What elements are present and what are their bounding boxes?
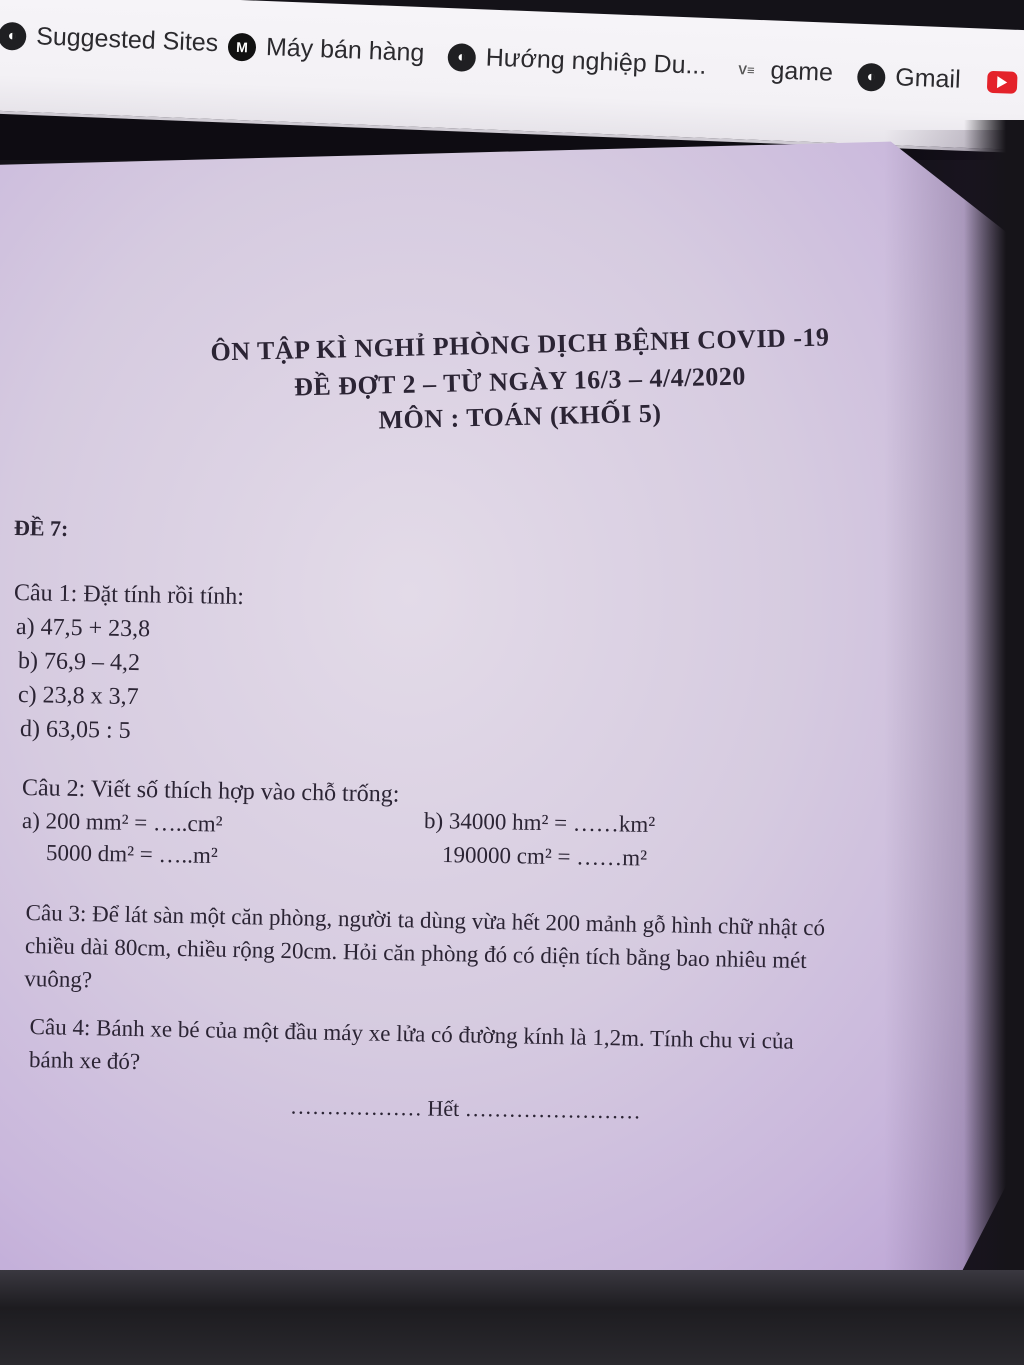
doc-title-line1: ÔN TẬP KÌ NGHỈ PHÒNG DỊCH BỆNH COVID -19 xyxy=(210,322,830,367)
doc-title-line3: MÔN : TOÁN (KHỐI 5) xyxy=(378,398,662,435)
globe-icon: ◐ xyxy=(857,62,886,91)
q2-b1: b) 34000 hm² = ……km² xyxy=(423,808,656,838)
bookmark-label: game xyxy=(769,56,834,87)
q2-heading: Câu 2: Viết số thích hợp vào chỗ trống: xyxy=(21,775,400,808)
q1-item: c) 23,8 x 3,7 xyxy=(17,682,139,711)
q4-line: Câu 4: Bánh xe bé của một đầu máy xe lửa có đường kính là 1,2m. Tính chu vi của xyxy=(29,1013,794,1054)
bookmark-label: Gmail xyxy=(894,63,962,94)
q2-a2: 5000 dm² = …..m² xyxy=(45,840,218,868)
exam-label: ĐỀ 7: xyxy=(13,515,69,541)
q4-line: bánh xe đó? xyxy=(28,1046,141,1075)
end-marker: ……………… Hết …………………… xyxy=(289,1093,641,1124)
q1-item: a) 47,5 + 23,8 xyxy=(15,614,151,643)
q3-line: vuông? xyxy=(24,965,93,993)
bookmark-label: Suggested Sites xyxy=(35,22,219,58)
globe-icon: ◐ xyxy=(447,43,476,72)
bookmark-label: Máy bán hàng xyxy=(265,33,425,68)
q3-line: Câu 3: Để lát sàn một căn phòng, người ta dùng vừa hết 200 mảnh gỗ hình chữ nhật có xyxy=(25,899,826,941)
vieon-icon: V≡ xyxy=(738,62,755,78)
globe-icon: ◐ xyxy=(0,21,27,50)
q2-b2: 190000 cm² = ……m² xyxy=(441,842,648,871)
q1-item: b) 76,9 – 4,2 xyxy=(17,648,141,677)
doc-title-line2: ĐỀ ĐỢT 2 – TỪ NGÀY 16/3 – 4/4/2020 xyxy=(293,361,747,402)
q3-line: chiều dài 80cm, chiều rộng 20cm. Hỏi căn phòng đó có diện tích bằng bao nhiêu mét xyxy=(24,932,807,973)
m-logo-icon: M xyxy=(227,32,256,61)
q4-text xyxy=(29,1010,950,1094)
q3-text xyxy=(24,896,986,1013)
q2-a1: a) 200 mm² = …..cm² xyxy=(21,808,223,837)
q1-item: d) 63,05 : 5 xyxy=(19,716,131,744)
bookmark-label: Hướng nghiệp Du... xyxy=(485,43,707,80)
q1-heading: Câu 1: Đặt tính rồi tính: xyxy=(13,580,245,611)
